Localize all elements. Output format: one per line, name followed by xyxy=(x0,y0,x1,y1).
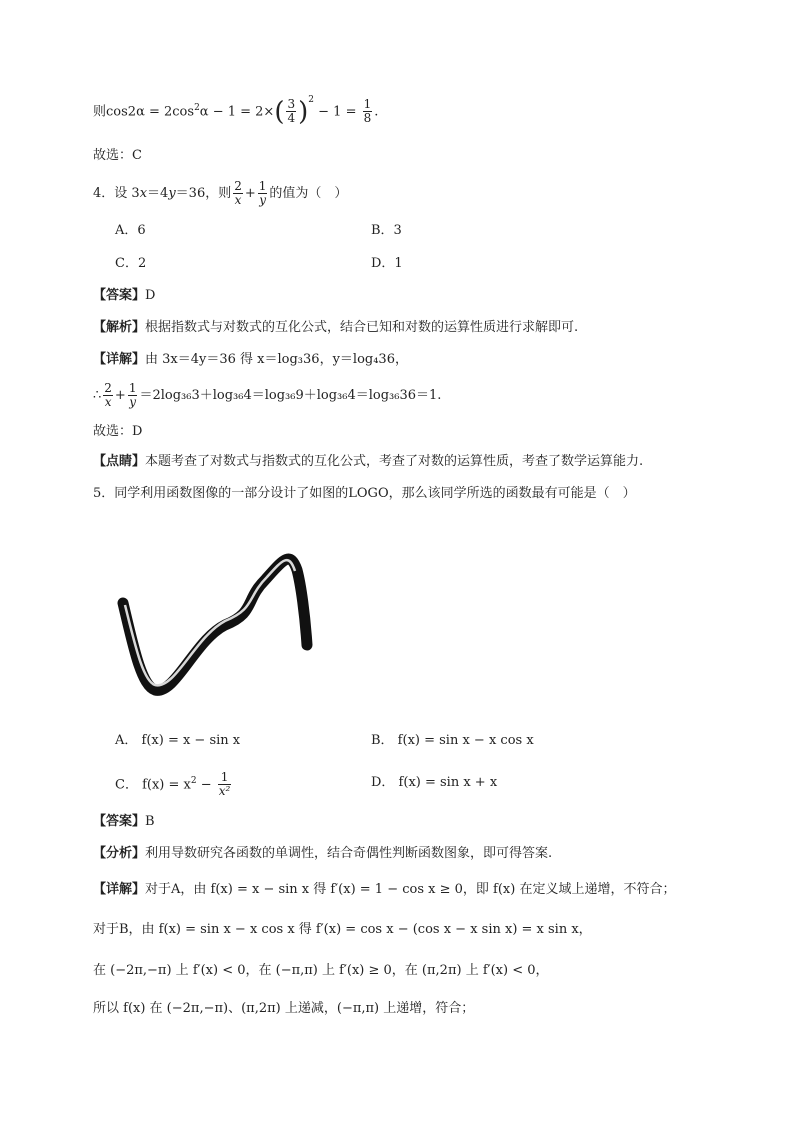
numerator: 1 xyxy=(258,179,267,193)
fraction-2-over-x xyxy=(103,382,113,409)
analysis-text: 根据指数式与对数式的互化公式，结合已知和对数的运算性质进行求解即可. xyxy=(145,320,579,335)
cos-tail: − 1 = xyxy=(314,104,361,120)
right-paren: ) xyxy=(298,96,309,127)
cos-mid: α − 1 = 2× xyxy=(199,104,275,120)
therefore-sign: ∴ xyxy=(93,388,102,403)
logo-curve-outer xyxy=(123,559,307,690)
numerator: 1 xyxy=(363,97,372,112)
q4-eq: ＝4 xyxy=(147,186,169,201)
q5-option-c xyxy=(115,771,233,798)
numerator: 1 xyxy=(128,381,137,395)
detail-tag: 【详解】 xyxy=(93,882,146,897)
detail-text: 由 3x＝4y＝36 得 x＝log₃36，y＝log₄36， xyxy=(145,352,408,367)
q4-detail-2 xyxy=(93,382,441,409)
superscript: 2 xyxy=(190,776,197,786)
var-y: y xyxy=(168,186,176,201)
q5-analysis xyxy=(93,844,552,864)
numerator: 3 xyxy=(287,97,296,112)
answer-tag: 【答案】 xyxy=(93,288,146,303)
q4-stem-a: 4．设 3 xyxy=(93,186,140,201)
fraction-three-quarters xyxy=(286,98,296,125)
detail-text: 对于A，由 f(x) = x − sin x 得 f′(x) = 1 − cos x ≥ 0，即 f(x) 在定义域上递增，不符合； xyxy=(145,882,676,897)
plus-sign: + xyxy=(114,388,126,403)
superscript: 2 xyxy=(194,103,200,113)
prefix-text: 则 xyxy=(93,104,107,120)
fraction-1-over-y xyxy=(258,180,268,207)
denominator: y xyxy=(259,193,266,207)
q4-option-b: B．3 xyxy=(371,223,402,238)
period: . xyxy=(374,104,379,120)
q4-select: 故选：D xyxy=(93,424,143,439)
denominator: x xyxy=(104,395,112,409)
q4-detail-1 xyxy=(93,350,408,370)
exponent: 2 xyxy=(308,95,315,105)
comment-text: 本题考查了对数式与指数式的互化公式，考查了对数的运算性质，考查了数学运算能力. xyxy=(145,454,644,469)
detail-tag: 【详解】 xyxy=(93,352,146,367)
numerator: 1 xyxy=(218,771,232,785)
fraction-2-over-x xyxy=(233,180,243,207)
left-paren: ( xyxy=(274,96,285,127)
var-x: x xyxy=(139,186,148,201)
comment-tag: 【点睛】 xyxy=(93,454,146,469)
q5-option-b: B． f(x) = sin x − x cos x xyxy=(371,733,534,748)
q4-answer xyxy=(93,286,155,306)
q4-stem xyxy=(93,180,347,207)
q4-option-d: D．1 xyxy=(371,256,403,271)
cos-double-angle-line xyxy=(93,95,379,127)
q4-stem-b: ＝36，则 xyxy=(175,186,232,201)
q5-detail-3: 在 (−2π,−π) 上 f′(x) < 0，在 (−π,π) 上 f′(x) ≥ 0，在 (π,2π) 上 f′(x) < 0， xyxy=(93,963,549,978)
q4-option-c: C．2 xyxy=(115,256,147,271)
option-c-mid: − xyxy=(196,777,216,793)
analysis-tag: 【分析】 xyxy=(93,846,146,861)
select-c-line: 故选：C xyxy=(93,148,142,163)
q4-analysis xyxy=(93,318,578,338)
fraction-one-eighth xyxy=(363,98,373,125)
denominator: 4 xyxy=(287,111,296,126)
q4-option-a: A．6 xyxy=(115,223,146,238)
cos-lhs: cos2α = 2cos xyxy=(106,104,195,120)
q5-detail-1 xyxy=(93,880,675,900)
plus-sign: + xyxy=(244,186,256,201)
option-c-pre: C． f(x) = x xyxy=(115,777,191,793)
q4-stem-c: 的值为（ ） xyxy=(269,186,348,201)
function-logo-image xyxy=(115,545,315,705)
answer-value: B xyxy=(145,814,155,829)
denominator: x² xyxy=(218,784,231,799)
q5-detail-4: 所以 f(x) 在 (−2π,−π)、(π,2π) 上递减，(−π,π) 上递增，符合； xyxy=(93,1001,475,1016)
q5-stem: 5．同学利用函数图像的一部分设计了如图的LOGO，那么该同学所选的函数最有可能是（ ） xyxy=(93,486,636,501)
fraction-1-over-y xyxy=(128,382,138,409)
q5-option-d: D． f(x) = sin x + x xyxy=(371,775,498,790)
denominator: x xyxy=(234,193,242,207)
analysis-text: 利用导数研究各函数的单调性，结合奇偶性判断函数图象，即可得答案. xyxy=(145,846,553,861)
q4-comment xyxy=(93,452,643,472)
q5-answer xyxy=(93,812,155,832)
analysis-tag: 【解析】 xyxy=(93,320,146,335)
denominator: y xyxy=(129,395,137,409)
numerator: 2 xyxy=(104,381,112,395)
answer-tag: 【答案】 xyxy=(93,814,146,829)
answer-value: D xyxy=(145,288,156,303)
numerator: 2 xyxy=(234,179,242,193)
q5-detail-2: 对于B，由 f(x) = sin x − x cos x 得 f′(x) = cos x − (cos x − x sin x) = x sin x， xyxy=(93,922,592,937)
detail-text: ＝2log₃₆3＋log₃₆4＝log₃₆9＋log₃₆4＝log₃₆36＝1. xyxy=(139,388,442,403)
q5-option-a: A． f(x) = x − sin x xyxy=(115,733,241,748)
denominator: 8 xyxy=(363,111,372,126)
fraction-1-over-x2 xyxy=(218,771,232,798)
